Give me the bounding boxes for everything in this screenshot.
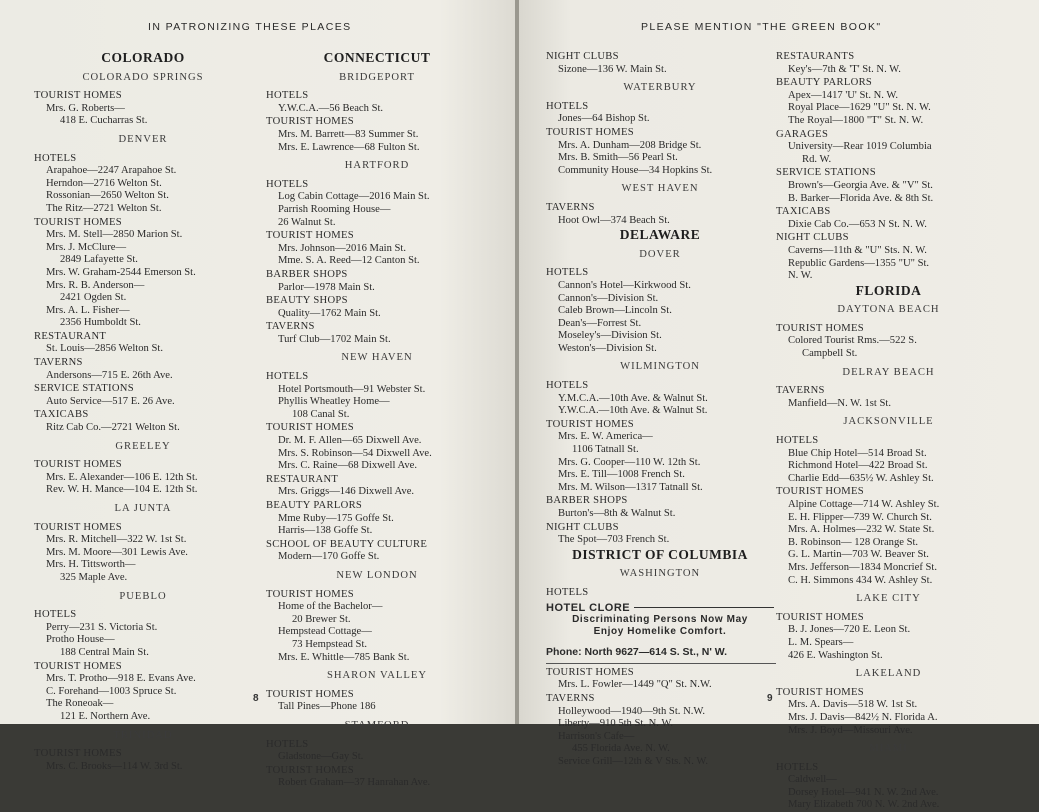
listing-entry: Herndon—2716 Welton St. <box>46 177 162 189</box>
listing-entry: Protho House— <box>46 634 115 646</box>
city-heading: DELRAY BEACH <box>842 366 935 378</box>
category-heading: TAVERNS <box>776 385 825 397</box>
listing-entry: Blue Chip Hotel—514 Broad St. <box>788 447 927 459</box>
listing-entry: Tall Pines—Phone 186 <box>278 701 376 713</box>
city-heading: MIAMI <box>869 743 908 755</box>
ad-rule <box>634 607 774 608</box>
hotel-advertisement <box>546 602 774 664</box>
city-heading: BRIDGEPORT <box>339 71 415 83</box>
category-heading: NIGHT CLUBS <box>776 232 849 244</box>
listing-entry: Brown's—Georgia Ave. & "V" St. <box>788 179 933 191</box>
listing-entry: Hoot Owl—374 Beach St. <box>558 214 670 226</box>
listing-entry: Mrs. Griggs—146 Dixwell Ave. <box>278 486 415 498</box>
listing-continuation: 188 Central Main St. <box>60 646 149 658</box>
listing-entry: Mrs. M. Wilson—1317 Tatnall St. <box>558 481 703 493</box>
listing-entry: Mrs. M. Barrett—83 Summer St. <box>278 128 419 140</box>
listing-entry: Dr. M. F. Allen—65 Dixwell Ave. <box>278 435 422 447</box>
listing-entry: Rossonian—2650 Welton St. <box>46 190 169 202</box>
listing-continuation: 2356 Humboldt St. <box>60 317 141 329</box>
listing-entry: Mrs. R. B. Anderson— <box>46 279 145 291</box>
category-heading: TAXICABS <box>776 206 831 218</box>
listing-entry: Mrs. C. Brooks—114 W. 3rd St. <box>46 760 183 772</box>
state-heading: FLORIDA <box>855 282 922 298</box>
category-heading: TOURIST HOMES <box>546 126 634 138</box>
category-heading: TOURIST HOMES <box>34 90 122 102</box>
listing-entry: Alpine Cottage—714 W. Ashley St. <box>788 499 940 510</box>
listing-entry: Arapahoe—2247 Arapahoe St. <box>46 165 177 177</box>
listing-entry: Mrs. E. Till—1008 French St. <box>558 469 685 481</box>
category-heading: HOTELS <box>546 267 589 279</box>
category-heading: RESTAURANT <box>34 330 107 342</box>
listing-entry: C. H. Simmons 434 W. Ashley St. <box>788 574 933 586</box>
listing-entry: Mrs. E. Whittle—785 Bank St. <box>278 651 410 663</box>
listing-continuation: 20 Brewer St. <box>292 613 351 625</box>
listing-entry: Caverns—11th & "U" Sts. N. W. <box>788 244 927 256</box>
category-heading: RESTAURANT <box>266 473 339 485</box>
listing-continuation: 121 E. Northern Ave. <box>60 710 151 722</box>
category-heading: TOURIST HOMES <box>546 666 634 678</box>
listing-entry: Gladstone—Gay St. <box>278 751 364 763</box>
category-heading: TOURIST HOMES <box>776 611 864 623</box>
city-heading: TRINIDAD <box>113 729 173 741</box>
listing-continuation: 2421 Ogden St. <box>60 292 127 304</box>
right-page <box>519 0 1039 811</box>
listing-entry: Y.M.C.A.—10th Ave. & Walnut St. <box>558 392 708 404</box>
listing-continuation: Rd. W. <box>802 153 832 165</box>
category-heading: HOTELS <box>34 152 77 164</box>
city-heading: JACKSONVILLE <box>843 416 934 428</box>
listing-entry: Dorsey Hotel—941 N. W. 2nd Ave. <box>788 786 939 798</box>
listing-entry: C. Forehand—1003 Spruce St. <box>46 685 177 697</box>
category-heading: TOURIST HOMES <box>34 521 122 533</box>
category-heading: TOURIST HOMES <box>546 418 634 430</box>
listing-entry: Mrs. T. Protho—918 E. Evans Ave. <box>46 673 196 685</box>
listing-continuation: 1106 Tatnall St. <box>572 444 639 456</box>
listing-entry: Quality—1762 Main St. <box>278 307 381 319</box>
listing-entry: Mrs. B. Smith—56 Pearl St. <box>558 152 678 164</box>
listing-entry: Mrs. Jefferson—1834 Moncrief St. <box>788 561 937 573</box>
listing-entry: Burton's—8th & Walnut St. <box>558 508 676 519</box>
city-heading: LAKE CITY <box>856 593 921 605</box>
category-heading: TOURIST HOMES <box>34 216 122 228</box>
listing-entry: Home of the Bachelor— <box>278 601 383 613</box>
listing-entry: Y.W.C.A.—10th Ave. & Walnut St. <box>558 405 708 417</box>
listing-entry: Mrs. E. Alexander—106 E. 12th St. <box>46 471 198 483</box>
listing-entry: Hempstead Cottage— <box>278 626 372 638</box>
listing-entry: Mrs. Johnson—2016 Main St. <box>278 242 407 254</box>
listing-entry: Mrs. A. Holmes—232 W. State St. <box>788 524 935 536</box>
listing-continuation: 108 Canal St. <box>292 408 350 420</box>
category-heading: TOURIST HOMES <box>266 230 354 242</box>
category-heading: TOURIST HOMES <box>266 764 354 776</box>
city-heading: LA JUNTA <box>114 503 172 514</box>
listing-entry: Hotel Portsmouth—91 Webster St. <box>278 383 426 395</box>
listing-entry: St. Louis—2856 Welton St. <box>46 343 163 355</box>
city-heading: DENVER <box>118 133 168 145</box>
listing-entry: Parrish Rooming House— <box>278 203 391 215</box>
city-heading: STAMFORD <box>344 719 410 731</box>
category-heading: SCHOOL OF BEAUTY CULTURE <box>266 538 428 550</box>
listing-entry: Mrs. S. Robinson—54 Dixwell Ave. <box>278 447 432 459</box>
listing-entry: Mme Ruby—175 Goffe St. <box>278 512 394 524</box>
city-heading: WATERBURY <box>623 82 697 94</box>
ad-divider <box>546 663 776 664</box>
listing-entry: Turf Club—1702 Main St. <box>278 333 391 345</box>
page-number: 8 <box>253 693 259 704</box>
listing-entry: The Ritz—2721 Welton St. <box>46 202 162 214</box>
listing-entry: Dixie Cab Co.—653 N St. N. W. <box>788 218 927 230</box>
listing-entry: Modern—170 Goffe St. <box>278 551 380 563</box>
category-heading: HOTELS <box>266 178 309 190</box>
listing-entry: Mrs. M. Stell—2850 Marion St. <box>46 229 183 241</box>
directory-column <box>776 50 1001 812</box>
listing-entry: Weston's—Division St. <box>558 342 657 354</box>
category-heading: TOURIST HOMES <box>34 660 122 672</box>
listing-entry: Mme. S. A. Reed—12 Canton St. <box>278 255 420 267</box>
listing-entry: Mrs. E. W. America— <box>558 431 653 443</box>
listing-entry: Apex—1417 'U' St. N. W. <box>788 89 899 101</box>
listing-entry: Richmond Hotel—422 Broad St. <box>788 460 928 472</box>
listing-entry: B. J. Jones—720 E. Leon St. <box>788 624 911 636</box>
listing-entry: Mrs. L. Fowler—1449 "Q" St. N.W. <box>558 679 712 691</box>
listing-entry: Caldwell— <box>788 774 837 786</box>
city-heading: WILMINGTON <box>620 361 700 373</box>
listing-entry: Andersons—715 E. 26th Ave. <box>46 369 173 381</box>
category-heading: TOURIST HOMES <box>776 322 864 334</box>
listing-entry: Mrs. A. Davis—518 W. 1st St. <box>788 699 918 711</box>
listing-entry: Robert Graham—37 Hanrahan Ave. <box>278 777 431 789</box>
category-heading: TAVERNS <box>34 357 83 369</box>
listing-entry: The Roneoak— <box>46 698 114 710</box>
directory-column <box>266 50 488 790</box>
listing-entry: Mary Elizabeth 700 N. W. 2nd Ave. <box>788 799 940 811</box>
directory-column <box>34 50 252 773</box>
category-heading: TAXICABS <box>34 409 89 421</box>
listing-entry: Mrs. M. Moore—301 Lewis Ave. <box>46 546 188 558</box>
category-heading: BARBER SHOPS <box>266 268 348 280</box>
listing-entry: Mrs. A. Dunham—208 Bridge St. <box>558 139 702 151</box>
city-heading: DOVER <box>639 248 681 260</box>
listing-entry: University—Rear 1019 Columbia <box>788 141 932 153</box>
listing-entry: Perry—231 S. Victoria St. <box>46 621 158 633</box>
listing-entry: Caleb Brown—Lincoln St. <box>558 305 672 317</box>
listing-entry: Community House—34 Hopkins St. <box>558 164 713 176</box>
category-heading: HOTELS <box>266 371 309 383</box>
category-heading: BEAUTY PARLORS <box>776 77 873 89</box>
city-heading: PUEBLO <box>119 590 167 602</box>
listing-entry: L. M. Spears— <box>788 636 854 648</box>
listing-entry: Sizone—136 W. Main St. <box>558 63 667 75</box>
category-heading: TOURIST HOMES <box>776 486 864 498</box>
listing-entry: Mrs. A. L. Fisher— <box>46 304 130 316</box>
listing-entry: Holleywood—1940—9th St. N.W. <box>558 705 706 717</box>
listing-continuation: 2849 Lafayette St. <box>60 254 138 266</box>
category-heading: SERVICE STATIONS <box>776 167 876 179</box>
city-heading: WEST HAVEN <box>621 183 699 195</box>
city-heading: COLORADO SPRINGS <box>82 71 204 83</box>
listing-entry: Mrs. J. Boyd—Missouri Ave. <box>788 724 913 736</box>
listing-entry: Charlie Edd—635½ W. Ashley St. <box>788 472 934 484</box>
category-heading: HOTELS <box>266 738 309 750</box>
category-heading: NIGHT CLUBS <box>546 51 619 62</box>
listing-entry: Phyllis Wheatley Home— <box>278 396 390 408</box>
city-heading: LAKELAND <box>855 668 922 680</box>
listing-entry: Colored Tourist Rms.—522 S. <box>788 335 917 347</box>
city-heading: HARTFORD <box>344 160 410 172</box>
city-heading: DAYTONA BEACH <box>837 304 940 316</box>
listing-entry: Harrison's Cafe— <box>558 730 635 742</box>
listing-entry: Parlor—1978 Main St. <box>278 281 375 293</box>
category-heading: BARBER SHOPS <box>546 495 628 507</box>
listing-continuation: 418 E. Cucharras St. <box>60 115 148 127</box>
listing-entry: Moseley's—Division St. <box>558 330 662 342</box>
state-heading: DELAWARE <box>619 227 701 243</box>
listing-entry: B. Barker—Florida Ave. & 8th St. <box>788 192 934 204</box>
listing-entry: The Spot—703 French St. <box>558 534 670 546</box>
listing-entry: Auto Service—517 E. 26 Ave. <box>46 395 175 407</box>
listing-entry: Mrs. W. Graham-2544 Emerson St. <box>46 266 196 278</box>
city-heading: SHARON VALLEY <box>326 670 427 682</box>
city-heading: GREELEY <box>115 440 171 452</box>
listing-entry: 426 E. Washington St. <box>788 649 883 661</box>
listing-entry: N. W. <box>788 270 813 282</box>
city-heading: NEW LONDON <box>336 569 418 581</box>
listing-entry: Royal Place—1629 "U" St. N. W. <box>788 102 931 114</box>
category-heading: HOTELS <box>546 100 589 112</box>
category-heading: BEAUTY SHOPS <box>266 295 348 307</box>
ad-tagline: Discriminating Persons Now May <box>572 614 748 626</box>
category-heading: TAVERNS <box>546 692 595 704</box>
state-heading: COLORADO <box>101 50 185 65</box>
category-heading: HOTELS <box>776 761 819 773</box>
listing-entry: Mrs. G. Cooper—110 W. 12th St. <box>558 456 701 468</box>
category-heading: TAVERNS <box>546 201 595 213</box>
running-head: IN PATRONIZING THESE PLACES <box>148 21 352 33</box>
listing-entry: Mrs. E. Lawrence—68 Fulton St. <box>278 141 420 153</box>
listing-entry: Dean's—Forrest St. <box>558 317 642 329</box>
ad-title-row <box>546 602 774 615</box>
category-heading: HOTELS <box>546 380 589 392</box>
listing-entry: E. H. Flipper—739 W. Church St. <box>788 511 932 523</box>
listing-entry: 26 Walnut St. <box>278 216 336 228</box>
listing-entry: Mrs. H. Tittsworth— <box>46 559 136 571</box>
category-heading: HOTELS <box>266 90 309 102</box>
listing-entry: B. Robinson— 128 Orange St. <box>788 536 919 548</box>
listing-entry: Harris—138 Goffe St. <box>278 525 373 537</box>
category-heading: HOTELS <box>546 586 589 598</box>
listing-entry: Rev. W. H. Mance—104 E. 12th St. <box>46 484 198 496</box>
listing-entry: Manfield—N. W. 1st St. <box>788 397 891 409</box>
category-heading: TOURIST HOMES <box>266 422 354 434</box>
listing-entry: Ritz Cab Co.—2721 Welton St. <box>46 422 180 434</box>
listing-continuation: 455 Florida Ave. N. W. <box>572 743 670 755</box>
listing-entry: Y.W.C.A.—56 Beach St. <box>278 102 384 114</box>
listing-entry: Key's—7th & 'T' St. N. W. <box>788 63 901 75</box>
listing-entry: Mrs. R. Mitchell—322 W. 1st St. <box>46 534 187 546</box>
listing-entry: Jones—64 Bishop St. <box>558 113 650 125</box>
category-heading: NIGHT CLUBS <box>546 521 619 533</box>
directory-column <box>546 50 774 769</box>
listing-continuation: 73 Hempstead St. <box>292 638 368 650</box>
listing-entry: Log Cabin Cottage—2016 Main St. <box>278 191 430 203</box>
page-number: 9 <box>767 693 773 704</box>
left-page <box>0 0 517 789</box>
category-heading: HOTELS <box>776 435 819 447</box>
listing-entry: G. L. Martin—703 W. Beaver St. <box>788 549 929 561</box>
listing-continuation: 325 Maple Ave. <box>60 571 128 583</box>
category-heading: TOURIST HOMES <box>776 686 864 698</box>
category-heading: TOURIST HOMES <box>34 459 122 471</box>
category-heading: GARAGES <box>776 128 829 140</box>
listing-continuation: Campbell St. <box>802 348 858 360</box>
city-heading: WASHINGTON <box>619 568 701 580</box>
listing-entry: The Royal—1800 "T" St. N. W. <box>788 114 924 126</box>
category-heading: TOURIST HOMES <box>266 116 354 128</box>
listing-entry: Cannon's Hotel—Kirkwood St. <box>558 279 691 291</box>
listing-entry: Cannon's—Division St. <box>558 292 659 304</box>
state-heading: DISTRICT OF COLUMBIA <box>572 546 748 562</box>
running-head: PLEASE MENTION "THE GREEN BOOK" <box>641 21 882 33</box>
city-heading: NEW HAVEN <box>341 352 413 364</box>
listing-entry: Mrs. G. Roberts— <box>46 102 125 114</box>
category-heading: TOURIST HOMES <box>266 588 354 600</box>
listing-entry: Liberty—910 5th St. N. W. <box>558 718 674 730</box>
state-heading: CONNECTICUT <box>323 50 431 65</box>
category-heading: SERVICE STATIONS <box>34 383 134 395</box>
listing-entry: Republic Gardens—1355 "U" St. <box>788 257 930 269</box>
ad-title: HOTEL CLORE <box>546 601 631 614</box>
category-heading: BEAUTY PARLORS <box>266 500 363 511</box>
ad-phone: Phone: North 9627—614 S. St., N' W. <box>546 646 728 659</box>
category-heading: TAVERNS <box>266 321 315 333</box>
ad-tagline: Enjoy Homelike Comfort. <box>593 626 727 638</box>
listing-entry: Service Grill—12th & V Sts. N. W. <box>558 755 708 767</box>
category-heading: TOURIST HOMES <box>266 688 354 700</box>
category-heading: TOURIST HOMES <box>34 748 122 760</box>
listing-entry: Mrs. J. McClure— <box>46 241 127 253</box>
category-heading: RESTAURANTS <box>776 51 855 62</box>
listing-entry: Mrs. J. Davis—842½ N. Florida A. <box>788 711 938 723</box>
listing-entry: Mrs. C. Raine—68 Dixwell Ave. <box>278 460 417 472</box>
category-heading: HOTELS <box>34 609 77 621</box>
